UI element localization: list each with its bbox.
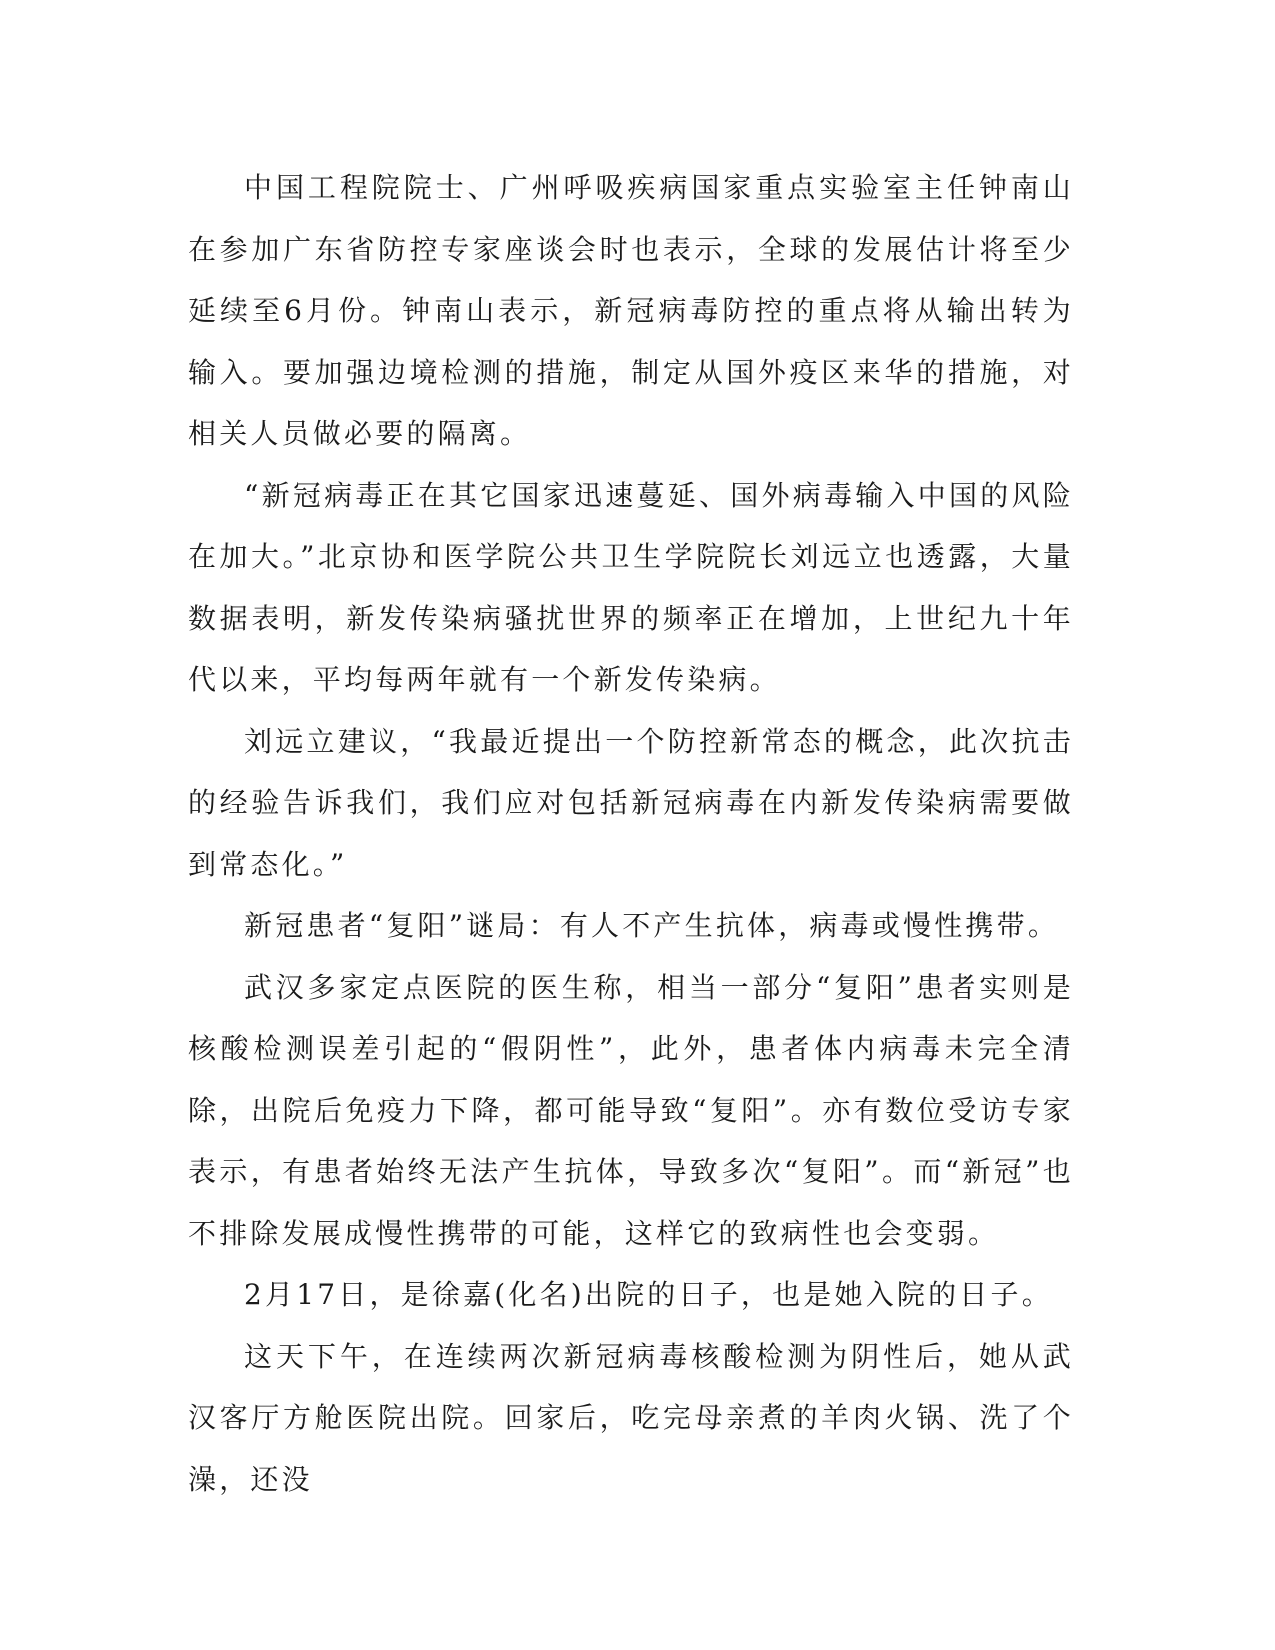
- paragraph-liu-yuanli-quote: “新冠病毒正在其它国家迅速蔓延、国外病毒输入中国的风险在加大。”北京协和医学院公共卫生学院院长刘远立也透露，大量数据表明，新发传染病骚扰世界的频率正在增加，上世纪九十年代以来，平均每两年就有一个新发传染病。: [188, 478, 1074, 696]
- paragraph-xu-jia-date: 2月17日，是徐嘉(化名)出院的日子，也是她入院的日子。: [244, 1278, 1053, 1311]
- paragraph-subheading: 新冠患者“复阳”谜局：有人不产生抗体，病毒或慢性携带。: [244, 909, 1060, 942]
- paragraph-liu-yuanli-suggestion: 刘远立建议，“我最近提出一个防控新常态的概念，此次抗击的经验告诉我们，我们应对包括新冠病毒在内新发传染病需要做到常态化。”: [188, 724, 1074, 881]
- document-body: [188, 157, 1074, 1510]
- paragraph-zhong-nanshan: 中国工程院院士、广州呼吸疾病国家重点实验室主任钟南山在参加广东省防控专家座谈会时也表示，全球的发展估计将至少延续至6月份。钟南山表示，新冠病毒防控的重点将从输出转为输入。要加强边境检测的措施，制定从国外疫区来华的措施，对相关人员做必要的隔离。: [188, 171, 1074, 450]
- paragraph-xu-jia-discharge: 这天下午，在连续两次新冠病毒核酸检测为阴性后，她从武汉客厅方舱医院出院。回家后，吃完母亲煮的羊肉火锅、洗了个澡，还没: [188, 1339, 1074, 1496]
- paragraph-wuhan-doctors: 武汉多家定点医院的医生称，相当一部分“复阳”患者实则是核酸检测误差引起的“假阴性”，此外，患者体内病毒未完全清除，出院后免疫力下降，都可能导致“复阳”。亦有数位受访专家表示，有患者始终无法产生抗体，导致多次“复阳”。而“新冠”也不排除发展成慢性携带的可能，这样它的致病性也会变弱。: [188, 970, 1074, 1250]
